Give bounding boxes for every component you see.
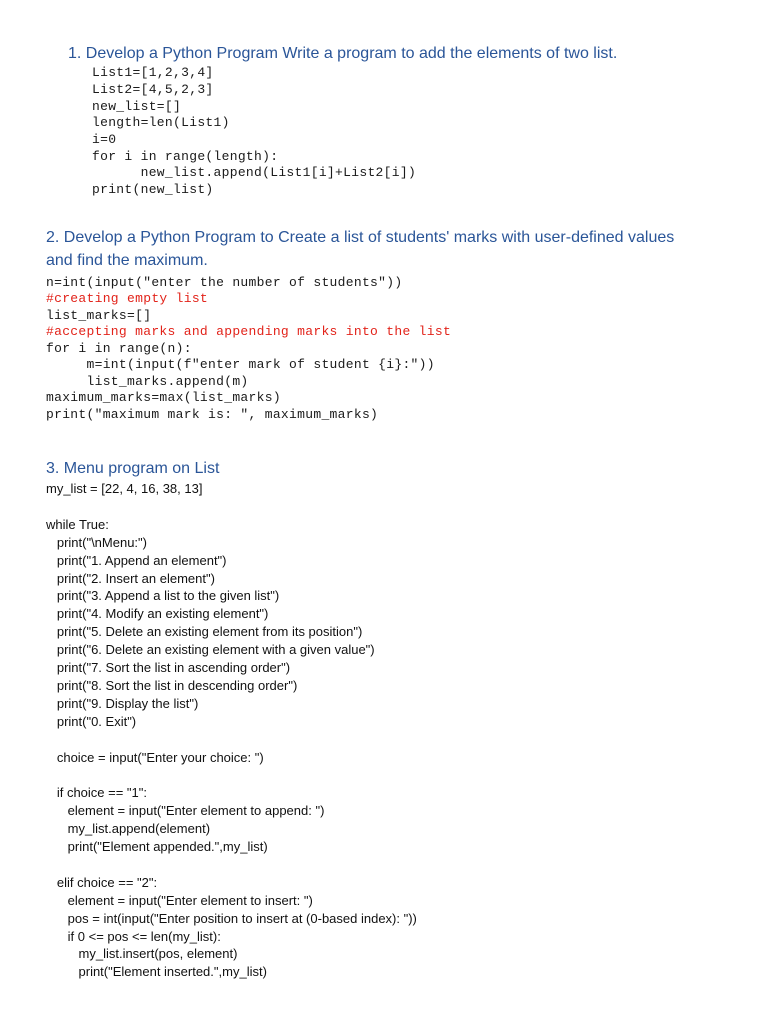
code-line: if 0 <= pos <= len(my_list): bbox=[46, 928, 221, 944]
code-line: if choice == "1": bbox=[46, 785, 148, 801]
code-line: print("1. Append an element") bbox=[46, 552, 227, 568]
code-line: choice = input("Enter your choice: ") bbox=[46, 749, 264, 765]
code-line: print("3. Append a list to the given list") bbox=[46, 588, 280, 604]
code-line: length=len(List1) bbox=[92, 115, 230, 130]
code-line: print("7. Sort the list in ascending order") bbox=[46, 660, 291, 675]
code-line: new_list.append(List1[i]+List2[i]) bbox=[92, 165, 417, 180]
code-line: my_list.append(element) bbox=[46, 821, 211, 837]
code-line: elif choice == "2": bbox=[46, 874, 158, 890]
code-line: print("Element appended.",my_list) bbox=[46, 839, 268, 854]
code-line: while True: bbox=[46, 516, 109, 532]
section-2-heading-line-1: 2. Develop a Python Program to Create a list of students' marks with user-defined values bbox=[46, 229, 675, 246]
code-line: print("9. Display the list") bbox=[46, 695, 199, 711]
code-line: print("maximum mark is: ", maximum_marks) bbox=[46, 407, 379, 422]
code-line: element = input("Enter element to insert: ") bbox=[46, 892, 313, 908]
code-line: pos = int(input("Enter position to insert at (0-based index): ")) bbox=[46, 910, 417, 926]
code-line: print("2. Insert an element") bbox=[46, 570, 215, 586]
section-3-heading: 3. Menu program on List bbox=[46, 460, 220, 477]
code-line: print("0. Exit") bbox=[46, 713, 137, 729]
code-line: print("6. Delete an existing element with a given value") bbox=[46, 642, 375, 658]
code-line: for i in range(n): bbox=[46, 341, 192, 356]
code-line: element = input("Enter element to append: ") bbox=[46, 803, 325, 819]
code-line: List2=[4,5,2,3] bbox=[92, 82, 214, 97]
code-line: print("4. Modify an existing element") bbox=[46, 606, 269, 622]
code-line: my_list = [22, 4, 16, 38, 13] bbox=[46, 481, 203, 496]
code-line: print("8. Sort the list in descending order") bbox=[46, 677, 298, 693]
code-line: for i in range(length): bbox=[92, 149, 279, 164]
code-line: print(new_list) bbox=[92, 182, 214, 197]
code-line: print("\nMenu:") bbox=[46, 534, 147, 550]
code-line: list_marks.append(m) bbox=[46, 374, 249, 389]
section-1-heading: 1. Develop a Python Program Write a program to add the elements of two list. bbox=[68, 45, 618, 62]
code-line: my_list.insert(pos, element) bbox=[46, 946, 238, 962]
code-line: i=0 bbox=[92, 132, 117, 147]
code-line: List1=[1,2,3,4] bbox=[92, 65, 214, 80]
code-line: list_marks=[] bbox=[46, 308, 152, 323]
section-2-heading-line-2: and find the maximum. bbox=[46, 252, 208, 269]
code-line: print("Element inserted.",my_list) bbox=[46, 964, 267, 980]
code-line: n=int(input("enter the number of students")) bbox=[46, 275, 403, 290]
code-line: new_list=[] bbox=[92, 99, 182, 114]
code-line: print("5. Delete an existing element from its position") bbox=[46, 624, 363, 640]
code-comment: #creating empty list bbox=[46, 291, 209, 306]
code-line: m=int(input(f"enter mark of student {i}:")) bbox=[46, 357, 435, 372]
code-line: maximum_marks=max(list_marks) bbox=[46, 390, 281, 405]
code-comment: #accepting marks and appending marks into the list bbox=[46, 324, 452, 339]
